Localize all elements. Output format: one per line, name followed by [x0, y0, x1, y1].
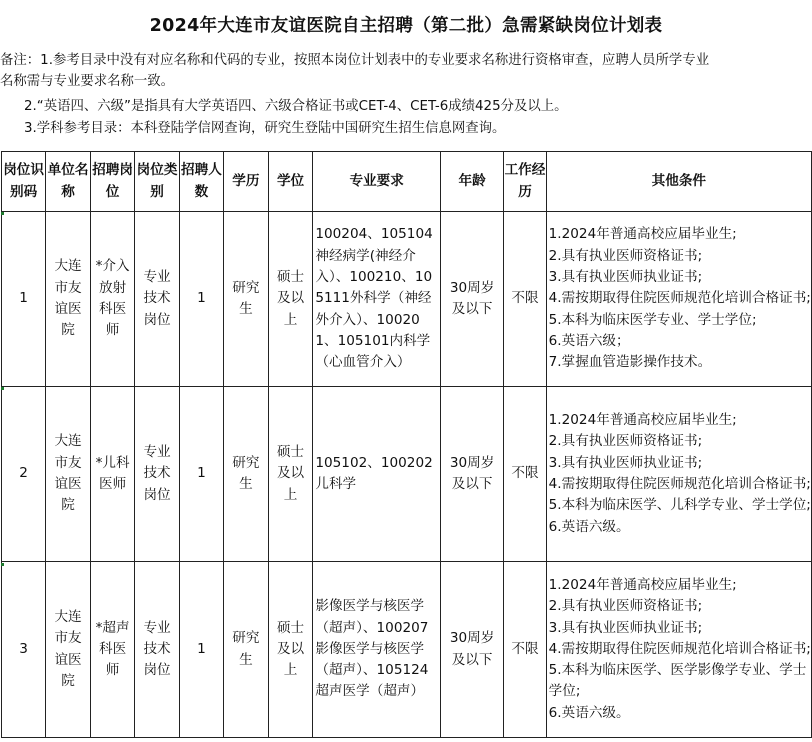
cell-experience: 不限	[504, 387, 546, 562]
table-row	[2, 387, 812, 562]
cell-education: 研究生	[224, 562, 269, 738]
condition-item: 5.本科为临床医学、儿科学专业、学士学位;	[548, 497, 811, 514]
cell-code: 3	[2, 562, 46, 738]
cell-other	[546, 562, 811, 738]
note-1: 备注：1.参考目录中没有对应名称和代码的专业，按照本岗位计划表中的专业要求名称进行资格审查，应聘人员所学专业	[0, 53, 710, 68]
condition-item: 6.英语六级；	[548, 332, 630, 349]
cell-degree: 硕士及以上	[268, 562, 313, 738]
header-other: 其他条件	[546, 152, 811, 212]
cell-count: 1	[179, 562, 223, 738]
condition-item: 6.英语六级。	[548, 704, 630, 721]
cell-post: *介入放射科医师	[90, 212, 134, 387]
cell-category: 专业技术岗位	[135, 387, 180, 562]
header-count: 招聘人数	[179, 152, 223, 212]
header-major: 专业要求	[313, 152, 441, 212]
cell-unit: 大连市友谊医院	[46, 212, 91, 387]
condition-item: 4.需按期取得住院医师规范化培训合格证书;	[548, 290, 811, 307]
condition-item: 2.具有执业医师资格证书;	[548, 433, 703, 450]
condition-item: 1.2024年普通高校应届毕业生;	[548, 412, 737, 429]
cell-code: 2	[2, 387, 46, 562]
cell-count: 1	[179, 212, 223, 387]
cell-marker	[1, 212, 4, 215]
condition-item: 1.2024年普通高校应届毕业生;	[548, 226, 737, 243]
header-experience: 工作经历	[504, 152, 546, 212]
table-header-row	[2, 152, 812, 212]
cell-post: *超声科医师	[90, 562, 134, 738]
page-title: 2024年大连市友谊医院自主招聘（第二批）急需紧缺岗位计划表	[149, 16, 663, 36]
cell-degree: 硕士及以上	[268, 212, 313, 387]
note-3: 3.学科参考目录：本科登陆学信网查询，研究生登陆中国研究生招生信息网查询。	[24, 121, 506, 136]
condition-item: 1.2024年普通高校应届毕业生;	[548, 576, 737, 593]
cell-category: 专业技术岗位	[135, 212, 180, 387]
header-education: 学历	[224, 152, 269, 212]
cell-degree: 硕士及以上	[268, 387, 313, 562]
cell-education: 研究生	[224, 212, 269, 387]
cell-age: 30周岁及以下	[440, 387, 503, 562]
cell-unit: 大连市友谊医院	[46, 562, 91, 738]
cell-marker	[1, 563, 4, 566]
condition-item: 5.本科为临床医学、医学影像学专业、学士学位;	[548, 662, 807, 700]
header-unit: 单位名称	[46, 152, 91, 212]
cell-other	[546, 212, 811, 387]
cell-age: 30周岁及以下	[440, 212, 503, 387]
condition-item: 3.具有执业医师执业证书;	[548, 619, 703, 636]
condition-item: 7.掌握血管造影操作技术。	[548, 354, 712, 371]
cell-category: 专业技术岗位	[135, 562, 180, 738]
condition-item: 3.具有执业医师执业证书;	[548, 269, 703, 286]
condition-item: 4.需按期取得住院医师规范化培训合格证书;	[548, 640, 811, 657]
condition-item: 3.具有执业医师执业证书;	[548, 454, 703, 471]
cell-unit: 大连市友谊医院	[46, 387, 91, 562]
table-row	[2, 562, 812, 738]
condition-item: 5.本科为临床医学专业、学士学位;	[548, 311, 757, 328]
header-age: 年龄	[440, 152, 503, 212]
table-row	[2, 212, 812, 387]
cell-marker	[1, 387, 4, 390]
header-post: 招聘岗位	[90, 152, 134, 212]
cell-experience: 不限	[504, 212, 546, 387]
header-degree: 学位	[268, 152, 313, 212]
cell-major: 105102、100202儿科学	[313, 387, 441, 562]
cell-major: 100204、105104神经病学(神经介入）、100210、105111外科学（神经外介入）、100201、105101内科学（心血管介入）	[313, 212, 441, 387]
cell-other	[546, 387, 811, 562]
cell-code: 1	[2, 212, 46, 387]
cell-age: 30周岁及以下	[440, 562, 503, 738]
cell-experience: 不限	[504, 562, 546, 738]
condition-item: 2.具有执业医师资格证书;	[548, 598, 703, 615]
condition-item: 6.英语六级。	[548, 518, 630, 535]
header-category: 岗位类别	[135, 152, 180, 212]
note-2: 2.“英语四、六级”是指具有大学英语四、六级合格证书或CET-4、CET-6成绩425分及以上。	[24, 99, 568, 114]
positions-table	[1, 151, 812, 738]
cell-major: 影像医学与核医学（超声）、100207影像医学与核医学（超声）、105124超声医学（超声）	[313, 562, 441, 738]
condition-item: 4.需按期取得住院医师规范化培训合格证书;	[548, 476, 811, 492]
cell-education: 研究生	[224, 387, 269, 562]
cell-post: *儿科医师	[90, 387, 134, 562]
header-code: 岗位识别码	[2, 152, 46, 212]
note-1-continued: 名称需与专业要求名称一致。	[0, 74, 175, 89]
cell-count: 1	[179, 387, 223, 562]
condition-item: 2.具有执业医师资格证书;	[548, 247, 703, 264]
